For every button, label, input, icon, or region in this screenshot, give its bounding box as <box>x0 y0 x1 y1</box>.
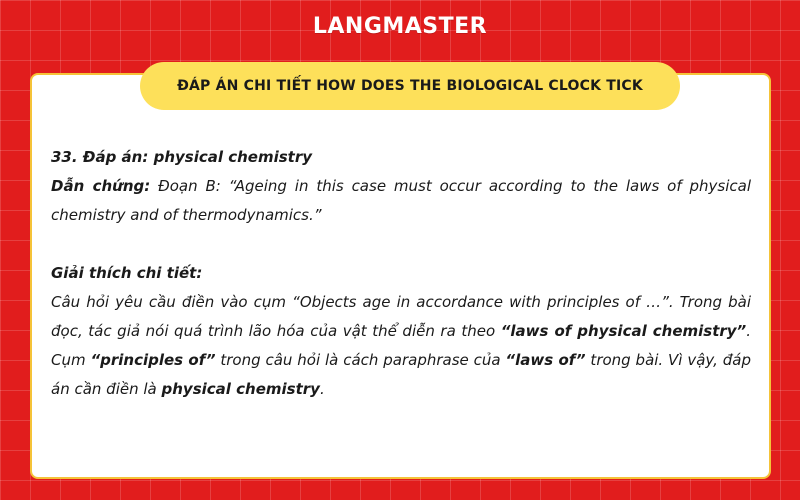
explanation-heading: Giải thích chi tiết: <box>51 264 203 282</box>
evidence-label: Dẫn chứng: <box>51 177 151 195</box>
explanation-bold-4: physical chemistry <box>161 380 320 398</box>
explanation-bold-3: “laws of” <box>505 351 586 369</box>
answer-content <box>51 143 751 404</box>
evidence-text: Đoạn B: “Ageing in this case must occur according to the laws of physical chemistry and of thermodynamics.” <box>51 177 751 224</box>
answer-heading: 33. Đáp án: physical chemistry <box>51 148 313 166</box>
banner-title: ĐÁP ÁN CHI TIẾT HOW DOES THE BIOLOGICAL CLOCK TICK <box>177 78 643 94</box>
explanation-text-4: trong bài. Vì vậy, đáp án cần điền là <box>51 351 751 398</box>
explanation-text-5: . <box>319 380 325 398</box>
explanation-bold-1: “laws of physical chemistry” <box>500 322 747 340</box>
explanation-bold-2: “principles of” <box>90 351 216 369</box>
explanation-text-2: . Cụm <box>51 322 751 369</box>
explanation-paragraph <box>51 288 751 404</box>
title-banner <box>140 62 680 110</box>
explanation-text-1: Câu hỏi yêu cầu điền vào cụm “Objects age in accordance with principles of …”. Trong bài đọc, tác giả nói quá trình lão hóa của vật thể diễn ra theo <box>51 293 751 340</box>
evidence-paragraph <box>51 172 751 230</box>
spacer <box>51 230 751 259</box>
explanation-text-3: trong câu hỏi là cách paraphrase của <box>215 351 506 369</box>
langmaster-logo: LANGMASTER <box>312 14 488 39</box>
